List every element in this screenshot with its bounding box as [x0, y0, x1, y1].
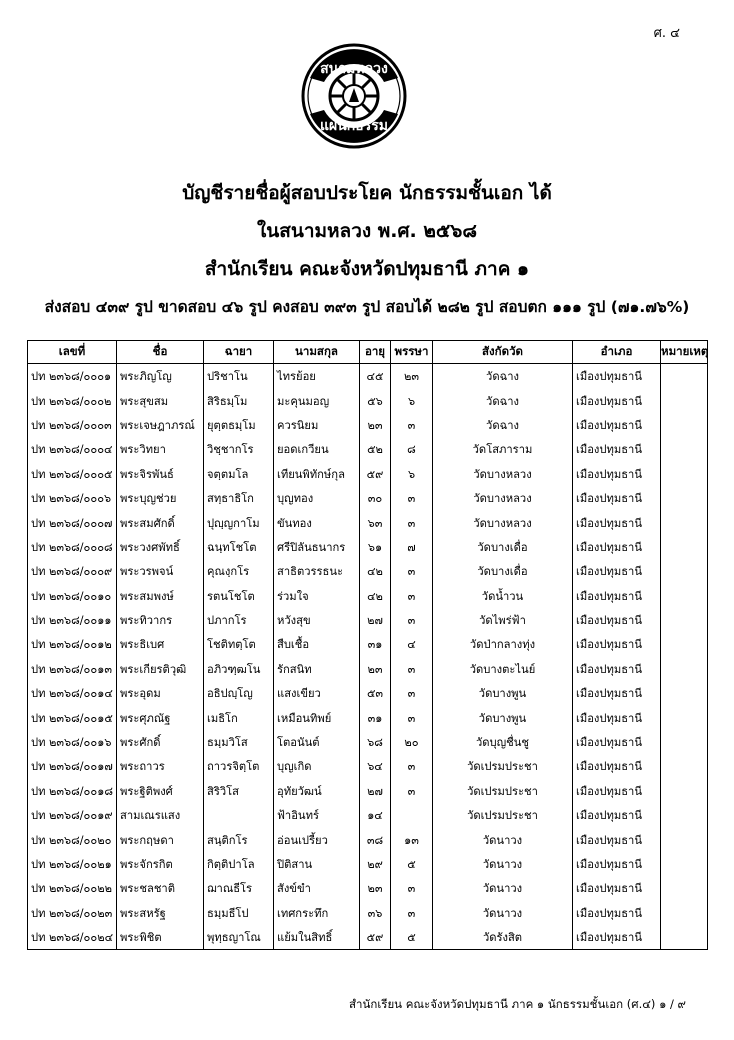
cell-temple: วัดป่ากลางทุ่ง — [433, 632, 573, 656]
cell-vassa: ๕ — [391, 925, 433, 950]
cell-vassa: ๓ — [391, 413, 433, 437]
cell-temple: วัดนาวง — [433, 901, 573, 925]
cell-district: เมืองปทุมธานี — [573, 779, 661, 803]
cell-alias: พุทฺธญาโณ — [204, 925, 274, 950]
cell-number: ปท ๒๓๖๘/๐๐๐๒ — [28, 388, 117, 412]
cell-age: ๖๑ — [360, 535, 391, 559]
table-row — [28, 925, 708, 950]
cell-number: ปท ๒๓๖๘/๐๐๑๑ — [28, 608, 117, 632]
cell-district: เมืองปทุมธานี — [573, 437, 661, 461]
cell-alias: ยุตฺตธมฺโม — [204, 413, 274, 437]
col-header-number: เลขที่ — [28, 341, 117, 364]
cell-number: ปท ๒๓๖๘/๐๐๐๓ — [28, 413, 117, 437]
table-row — [28, 803, 708, 827]
cell-temple: วัดโสภาราม — [433, 437, 573, 461]
cell-age: ๕๖ — [360, 388, 391, 412]
cell-temple: วัดฉาง — [433, 364, 573, 389]
table-row — [28, 608, 708, 632]
table-row — [28, 364, 708, 389]
cell-temple: วัดนาวง — [433, 852, 573, 876]
cell-name: พระฐิติพงศ์ — [117, 779, 204, 803]
cell-surname: บุญเกิด — [274, 754, 360, 778]
cell-temple: วัดบางพูน — [433, 681, 573, 705]
col-header-age: อายุ — [360, 341, 391, 364]
cell-vassa: ๓ — [391, 779, 433, 803]
cell-name: พระกฤษดา — [117, 827, 204, 851]
cell-age: ๓๐ — [360, 486, 391, 510]
cell-temple: วัดบางเดื่อ — [433, 559, 573, 583]
col-header-temple: สังกัดวัด — [433, 341, 573, 364]
cell-name: พระสุขสม — [117, 388, 204, 412]
cell-number: ปท ๒๓๖๘/๐๐๒๔ — [28, 925, 117, 950]
cell-number: ปท ๒๓๖๘/๐๐๒๓ — [28, 901, 117, 925]
cell-age: ๖๘ — [360, 730, 391, 754]
cell-vassa: ๓ — [391, 510, 433, 534]
cell-vassa: ๓ — [391, 901, 433, 925]
cell-note — [661, 413, 708, 437]
cell-surname: แสงเขียว — [274, 681, 360, 705]
cell-age: ๒๙ — [360, 852, 391, 876]
cell-note — [661, 754, 708, 778]
cell-alias: สทฺธาธิโก — [204, 486, 274, 510]
cell-temple: วัดบางหลวง — [433, 486, 573, 510]
cell-vassa — [391, 803, 433, 827]
cell-vassa: ๕ — [391, 852, 433, 876]
cell-name: พระภิญโญ — [117, 364, 204, 389]
cell-temple: วัดบางเดื่อ — [433, 535, 573, 559]
cell-age: ๒๓ — [360, 657, 391, 681]
cell-district: เมืองปทุมธานี — [573, 462, 661, 486]
cell-alias: ธมฺมวิโส — [204, 730, 274, 754]
cell-district: เมืองปทุมธานี — [573, 364, 661, 389]
cell-age: ๒๓ — [360, 413, 391, 437]
cell-name: พระบุญช่วย — [117, 486, 204, 510]
cell-temple: วัดบุญชื่นชู — [433, 730, 573, 754]
col-header-surname: นามสกุล — [274, 341, 360, 364]
cell-age: ๓๖ — [360, 901, 391, 925]
form-code: ศ. ๔ — [653, 26, 680, 41]
cell-temple: วัดเปรมประชา — [433, 754, 573, 778]
cell-note — [661, 901, 708, 925]
cell-number: ปท ๒๓๖๘/๐๐๐๑ — [28, 364, 117, 389]
cell-district: เมืองปทุมธานี — [573, 486, 661, 510]
cell-alias: รตนโชโต — [204, 584, 274, 608]
table-row — [28, 705, 708, 729]
cell-number: ปท ๒๓๖๘/๐๐๑๐ — [28, 584, 117, 608]
cell-alias: ธมฺมธีโป — [204, 901, 274, 925]
cell-temple: วัดฉาง — [433, 413, 573, 437]
table-row — [28, 632, 708, 656]
roster-body — [28, 364, 708, 950]
cell-surname: ควรนิยม — [274, 413, 360, 437]
cell-name: พระสมศักดิ์ — [117, 510, 204, 534]
table-header-row — [28, 341, 708, 364]
cell-number: ปท ๒๓๖๘/๐๐๑๒ — [28, 632, 117, 656]
cell-note — [661, 779, 708, 803]
cell-name: พระถาวร — [117, 754, 204, 778]
cell-alias: สิริวิโส — [204, 779, 274, 803]
cell-surname: อ่อนเปรี้ยว — [274, 827, 360, 851]
cell-vassa: ๓ — [391, 584, 433, 608]
cell-surname: แย้มในสิทธิ์ — [274, 925, 360, 950]
cell-age: ๔๒ — [360, 584, 391, 608]
cell-number: ปท ๒๓๖๘/๐๐๑๘ — [28, 779, 117, 803]
cell-number: ปท ๒๓๖๘/๐๐๒๐ — [28, 827, 117, 851]
cell-vassa: ๓ — [391, 754, 433, 778]
cell-vassa: ๑๓ — [391, 827, 433, 851]
cell-surname: สาธิตวรรธนะ — [274, 559, 360, 583]
table-row — [28, 437, 708, 461]
cell-vassa: ๒๐ — [391, 730, 433, 754]
table-row — [28, 827, 708, 851]
cell-vassa: ๗ — [391, 535, 433, 559]
cell-age: ๕๙ — [360, 925, 391, 950]
cell-note — [661, 632, 708, 656]
table-row — [28, 510, 708, 534]
cell-temple: วัดเปรมประชา — [433, 803, 573, 827]
cell-alias: ปุญฺญกาโม — [204, 510, 274, 534]
cell-surname: ขันทอง — [274, 510, 360, 534]
seal-emblem — [300, 42, 408, 150]
cell-vassa: ๓ — [391, 705, 433, 729]
cell-district: เมืองปทุมธานี — [573, 827, 661, 851]
cell-surname: ร่วมใจ — [274, 584, 360, 608]
table-row — [28, 535, 708, 559]
cell-alias: ถาวรจิตฺโต — [204, 754, 274, 778]
cell-temple: วัดบางตะไนย์ — [433, 657, 573, 681]
table-row — [28, 584, 708, 608]
cell-temple: วัดนาวง — [433, 827, 573, 851]
cell-name: พระสหรัฐ — [117, 901, 204, 925]
cell-note — [661, 925, 708, 950]
cell-surname: โตอนันต์ — [274, 730, 360, 754]
cell-district: เมืองปทุมธานี — [573, 632, 661, 656]
cell-vassa: ๘ — [391, 437, 433, 461]
cell-number: ปท ๒๓๖๘/๐๐๑๔ — [28, 681, 117, 705]
cell-number: ปท ๒๓๖๘/๐๐๑๕ — [28, 705, 117, 729]
cell-alias: คุณงฺกโร — [204, 559, 274, 583]
cell-note — [661, 364, 708, 389]
cell-age: ๕๙ — [360, 462, 391, 486]
cell-district: เมืองปทุมธานี — [573, 876, 661, 900]
table-row — [28, 559, 708, 583]
cell-district: เมืองปทุมธานี — [573, 535, 661, 559]
cell-number: ปท ๒๓๖๘/๐๐๐๕ — [28, 462, 117, 486]
cell-alias: ฌาณธีโร — [204, 876, 274, 900]
cell-name: พระทิวากร — [117, 608, 204, 632]
cell-temple: วัดนาวง — [433, 876, 573, 900]
cell-name: พระพิชิต — [117, 925, 204, 950]
cell-age: ๑๔ — [360, 803, 391, 827]
cell-district: เมืองปทุมธานี — [573, 657, 661, 681]
cell-name: พระจักรกิต — [117, 852, 204, 876]
cell-vassa: ๓ — [391, 559, 433, 583]
cell-alias: ฉนฺทโชโต — [204, 535, 274, 559]
cell-age: ๖๓ — [360, 510, 391, 534]
table-row — [28, 462, 708, 486]
cell-district: เมืองปทุมธานี — [573, 852, 661, 876]
cell-surname: เทศกระทึก — [274, 901, 360, 925]
cell-note — [661, 559, 708, 583]
cell-alias: สิริธมฺโม — [204, 388, 274, 412]
cell-vassa: ๓ — [391, 876, 433, 900]
cell-number: ปท ๒๓๖๘/๐๐๐๗ — [28, 510, 117, 534]
cell-number: ปท ๒๓๖๘/๐๐๐๔ — [28, 437, 117, 461]
cell-name: พระธิเบศ — [117, 632, 204, 656]
table-row — [28, 779, 708, 803]
cell-district: เมืองปทุมธานี — [573, 388, 661, 412]
document-subtitle-year: ในสนามหลวง พ.ศ. ๒๕๖๘ — [256, 220, 478, 242]
cell-age: ๒๗ — [360, 608, 391, 632]
cell-surname: บุญทอง — [274, 486, 360, 510]
document-title: บัญชีรายชื่อผู้สอบประโยค นักธรรมชั้นเอก ได้ — [182, 182, 552, 204]
cell-number: ปท ๒๓๖๘/๐๐๒๒ — [28, 876, 117, 900]
cell-note — [661, 608, 708, 632]
cell-alias: วิชฺชากโร — [204, 437, 274, 461]
cell-temple: วัดรังสิต — [433, 925, 573, 950]
cell-district: เมืองปทุมธานี — [573, 681, 661, 705]
cell-temple: วัดน้ำวน — [433, 584, 573, 608]
cell-district: เมืองปทุมธานี — [573, 584, 661, 608]
cell-note — [661, 388, 708, 412]
cell-age: ๒๗ — [360, 779, 391, 803]
cell-vassa: ๓ — [391, 681, 433, 705]
seal-top-text: สนามหลวง — [320, 61, 388, 77]
cell-note — [661, 462, 708, 486]
cell-age: ๕๓ — [360, 681, 391, 705]
exam-summary: ส่งสอบ ๔๓๙ รูป ขาดสอบ ๔๖ รูป คงสอบ ๓๙๓ รูป สอบได้ ๒๘๒ รูป สอบตก ๑๑๑ รูป (๗๑.๗๖%) — [44, 298, 690, 316]
cell-age: ๒๓ — [360, 876, 391, 900]
cell-temple: วัดบางพูน — [433, 705, 573, 729]
table-row — [28, 681, 708, 705]
cell-surname: ปิติสาน — [274, 852, 360, 876]
col-header-note: หมายเหตุ — [661, 341, 708, 364]
cell-number: ปท ๒๓๖๘/๐๐๐๖ — [28, 486, 117, 510]
cell-name: สามเณรแสง — [117, 803, 204, 827]
table-row — [28, 730, 708, 754]
cell-name: พระอุดม — [117, 681, 204, 705]
cell-vassa: ๖ — [391, 462, 433, 486]
cell-district: เมืองปทุมธานี — [573, 730, 661, 754]
cell-district: เมืองปทุมธานี — [573, 901, 661, 925]
cell-name: พระวิทยา — [117, 437, 204, 461]
cell-surname: ยอดเกวียน — [274, 437, 360, 461]
cell-surname: มะคุนมอญ — [274, 388, 360, 412]
cell-number: ปท ๒๓๖๘/๐๐๐๘ — [28, 535, 117, 559]
cell-vassa: ๒๓ — [391, 364, 433, 389]
cell-surname: หวังสุข — [274, 608, 360, 632]
table-row — [28, 388, 708, 412]
table-row — [28, 657, 708, 681]
cell-age: ๕๒ — [360, 437, 391, 461]
cell-name: พระเกียรติวุฒิ — [117, 657, 204, 681]
cell-note — [661, 535, 708, 559]
cell-number: ปท ๒๓๖๘/๐๐๑๖ — [28, 730, 117, 754]
cell-surname: สังข์ขำ — [274, 876, 360, 900]
cell-name: พระวรพจน์ — [117, 559, 204, 583]
cell-district: เมืองปทุมธานี — [573, 413, 661, 437]
cell-name: พระจิรพันธ์ — [117, 462, 204, 486]
cell-note — [661, 584, 708, 608]
cell-surname: สืบเชื้อ — [274, 632, 360, 656]
cell-alias: เมธิโก — [204, 705, 274, 729]
cell-age: ๖๔ — [360, 754, 391, 778]
cell-vassa: ๓ — [391, 657, 433, 681]
cell-temple: วัดบางหลวง — [433, 462, 573, 486]
cell-district: เมืองปทุมธานี — [573, 705, 661, 729]
cell-note — [661, 827, 708, 851]
cell-note — [661, 730, 708, 754]
cell-surname: เทียนพิทักษ์กุล — [274, 462, 360, 486]
cell-temple: วัดไพร่ฟ้า — [433, 608, 573, 632]
cell-name: พระเจษฎาภรณ์ — [117, 413, 204, 437]
cell-number: ปท ๒๓๖๘/๐๐๒๑ — [28, 852, 117, 876]
cell-vassa: ๔ — [391, 632, 433, 656]
cell-note — [661, 852, 708, 876]
cell-name: พระสมพงษ์ — [117, 584, 204, 608]
document-subtitle-office: สำนักเรียน คณะจังหวัดปทุมธานี ภาค ๑ — [204, 258, 530, 280]
cell-alias: ปภากโร — [204, 608, 274, 632]
cell-number: ปท ๒๓๖๘/๐๐๑๗ — [28, 754, 117, 778]
cell-temple: วัดฉาง — [433, 388, 573, 412]
cell-alias: อภิวฑฺฒโน — [204, 657, 274, 681]
cell-name: พระวงศพัทธิ์ — [117, 535, 204, 559]
cell-note — [661, 657, 708, 681]
cell-note — [661, 486, 708, 510]
cell-alias: ปริชาโน — [204, 364, 274, 389]
cell-note — [661, 705, 708, 729]
cell-district: เมืองปทุมธานี — [573, 925, 661, 950]
table-row — [28, 901, 708, 925]
cell-alias: กิตฺติปาโล — [204, 852, 274, 876]
cell-surname: ฟ้าอินทร์ — [274, 803, 360, 827]
cell-name: พระศักดิ์ — [117, 730, 204, 754]
roster-table — [27, 340, 708, 950]
cell-alias: สนฺติกโร — [204, 827, 274, 851]
cell-surname: ไทรย้อย — [274, 364, 360, 389]
cell-note — [661, 437, 708, 461]
cell-note — [661, 510, 708, 534]
cell-alias — [204, 803, 274, 827]
table-row — [28, 852, 708, 876]
cell-number: ปท ๒๓๖๘/๐๐๑๓ — [28, 657, 117, 681]
cell-vassa: ๓ — [391, 608, 433, 632]
col-header-vassa: พรรษา — [391, 341, 433, 364]
table-row — [28, 486, 708, 510]
cell-district: เมืองปทุมธานี — [573, 559, 661, 583]
cell-vassa: ๖ — [391, 388, 433, 412]
table-row — [28, 876, 708, 900]
cell-district: เมืองปทุมธานี — [573, 803, 661, 827]
col-header-alias: ฉายา — [204, 341, 274, 364]
seal-bottom-text: แผนกธรรม — [319, 118, 389, 134]
col-header-name: ชื่อ — [117, 341, 204, 364]
cell-note — [661, 803, 708, 827]
table-row — [28, 754, 708, 778]
cell-alias: จตฺตมโล — [204, 462, 274, 486]
cell-age: ๓๑ — [360, 632, 391, 656]
cell-surname: เหมือนทิพย์ — [274, 705, 360, 729]
cell-name: พระศุภณัฐ — [117, 705, 204, 729]
table-row — [28, 413, 708, 437]
cell-district: เมืองปทุมธานี — [573, 608, 661, 632]
cell-vassa: ๓ — [391, 486, 433, 510]
cell-age: ๔๒ — [360, 559, 391, 583]
cell-district: เมืองปทุมธานี — [573, 510, 661, 534]
cell-number: ปท ๒๓๖๘/๐๐๐๙ — [28, 559, 117, 583]
cell-age: ๓๘ — [360, 827, 391, 851]
cell-temple: วัดบางหลวง — [433, 510, 573, 534]
cell-note — [661, 681, 708, 705]
cell-age: ๓๑ — [360, 705, 391, 729]
page-footer: สำนักเรียน คณะจังหวัดปทุมธานี ภาค ๑ นักธรรมชั้นเอก (ศ.๔) ๑ / ๙ — [349, 997, 686, 1011]
cell-age: ๔๕ — [360, 364, 391, 389]
cell-surname: อุทัยวัฒน์ — [274, 779, 360, 803]
cell-district: เมืองปทุมธานี — [573, 754, 661, 778]
cell-note — [661, 876, 708, 900]
col-header-district: อำเภอ — [573, 341, 661, 364]
cell-number: ปท ๒๓๖๘/๐๐๑๙ — [28, 803, 117, 827]
cell-temple: วัดเปรมประชา — [433, 779, 573, 803]
cell-name: พระชลชาติ — [117, 876, 204, 900]
cell-surname: ศรีปิลันธนากร — [274, 535, 360, 559]
cell-alias: โชติทตฺโต — [204, 632, 274, 656]
cell-surname: รักสนิท — [274, 657, 360, 681]
cell-alias: อธิปญฺโญ — [204, 681, 274, 705]
